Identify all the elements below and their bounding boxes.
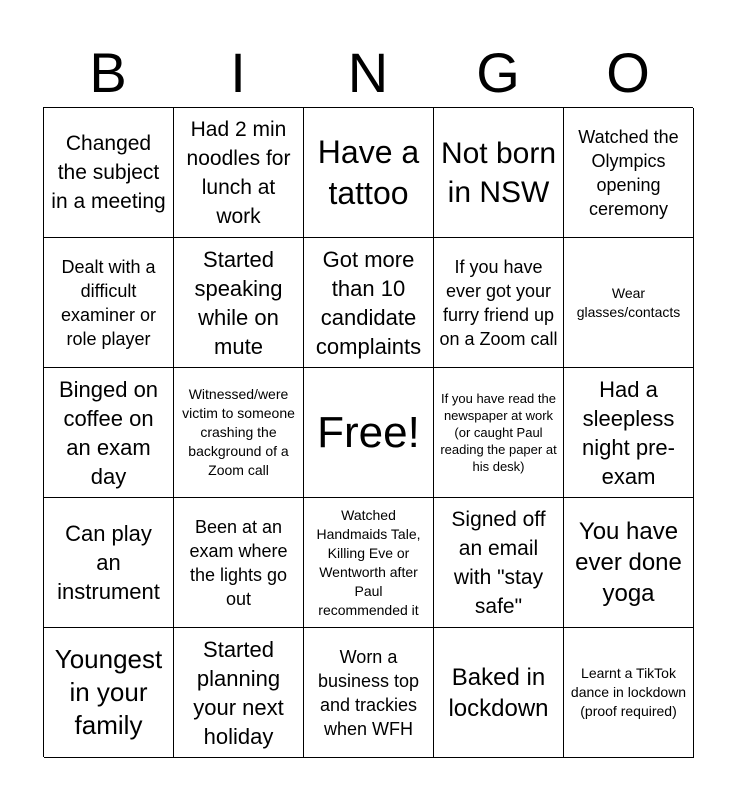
cell-text: Witnessed/were victim to someone crashing the background of a Zoom call <box>182 386 295 478</box>
bingo-cell[interactable] <box>44 238 174 368</box>
cell-text: Not born in NSW <box>440 136 557 209</box>
cell-text: If you have read the newspaper at work (or caught Paul reading the paper at his desk) <box>440 391 557 474</box>
cell-text: Can play an instrument <box>57 521 160 604</box>
cell-text: Worn a business top and trackies when WFH <box>317 646 420 739</box>
cell-text: Binged on coffee on an exam day <box>58 376 159 489</box>
bingo-cell[interactable] <box>304 628 434 758</box>
header-letter-i: I <box>230 41 246 104</box>
cell-text: Had a sleepless night pre-exam <box>582 376 675 489</box>
cell-text: Baked in lockdown <box>448 663 549 722</box>
bingo-cell[interactable] <box>44 498 174 628</box>
cell-text: Signed off an email with "stay safe" <box>451 507 546 618</box>
cell-text: Been at an exam where the lights go out <box>189 516 288 609</box>
bingo-cell[interactable] <box>174 108 304 238</box>
header-letter-g: G <box>476 41 520 104</box>
bingo-cell[interactable] <box>564 628 694 758</box>
header-letter-b: B <box>89 41 127 104</box>
cell-text: Free! <box>317 407 420 457</box>
cell-text: Watched the Olympics opening ceremony <box>578 126 679 219</box>
bingo-grid <box>43 107 693 757</box>
header-letter-n: N <box>347 41 389 104</box>
cell-text: Started speaking while on mute <box>194 246 283 359</box>
cell-text: Have a tattoo <box>317 133 420 211</box>
bingo-cell[interactable] <box>564 108 694 238</box>
bingo-cell[interactable] <box>44 108 174 238</box>
cell-text: If you have ever got your furry friend up on a Zoom call <box>439 256 558 349</box>
cell-text: Wear glasses/contacts <box>576 284 681 320</box>
bingo-cell[interactable] <box>434 628 564 758</box>
cell-text: Got more than 10 candidate complaints <box>315 246 422 359</box>
bingo-cell[interactable] <box>174 238 304 368</box>
bingo-cell[interactable] <box>564 498 694 628</box>
bingo-header <box>43 40 693 106</box>
cell-text: You have ever done yoga <box>575 518 682 607</box>
bingo-cell[interactable] <box>174 498 304 628</box>
cell-text: Youngest in your family <box>54 644 163 740</box>
cell-text: Watched Handmaids Tale, Killing Eve or Wentworth after Paul recommended it <box>316 506 421 618</box>
cell-text: Dealt with a difficult examiner or role player <box>60 256 157 349</box>
bingo-cell[interactable] <box>304 498 434 628</box>
bingo-cell[interactable] <box>434 368 564 498</box>
bingo-cell[interactable] <box>44 368 174 498</box>
bingo-cell[interactable] <box>174 628 304 758</box>
bingo-cell[interactable] <box>564 368 694 498</box>
header-letter-o: O <box>606 41 650 104</box>
bingo-cell[interactable] <box>304 238 434 368</box>
bingo-cell[interactable] <box>44 628 174 758</box>
free-cell[interactable] <box>304 368 434 498</box>
cell-text: Had 2 min noodles for lunch at work <box>186 117 291 228</box>
bingo-cell[interactable] <box>434 498 564 628</box>
bingo-cell[interactable] <box>434 108 564 238</box>
cell-text: Changed the subject in a meeting <box>51 132 166 213</box>
bingo-cell[interactable] <box>174 368 304 498</box>
cell-text: Learnt a TikTok dance in lockdown (proof required) <box>570 665 687 719</box>
bingo-cell[interactable] <box>304 108 434 238</box>
bingo-cell[interactable] <box>564 238 694 368</box>
cell-text: Started planning your next holiday <box>193 636 284 749</box>
bingo-cell[interactable] <box>434 238 564 368</box>
